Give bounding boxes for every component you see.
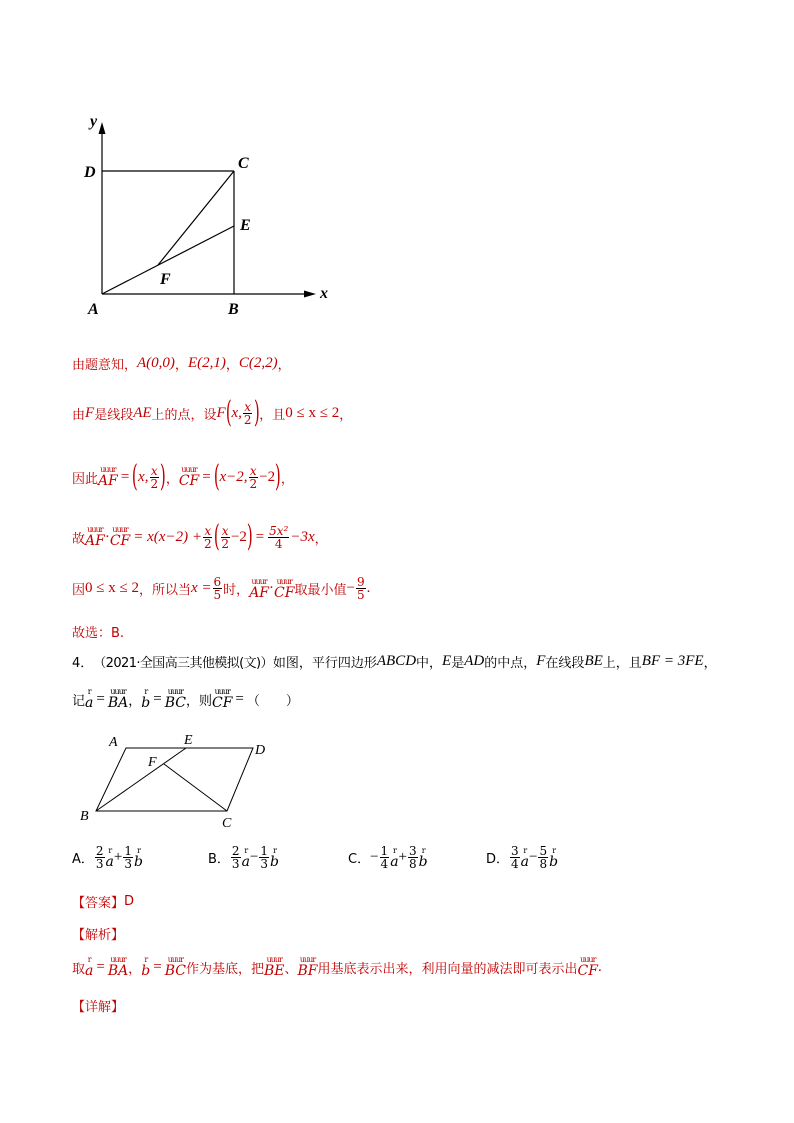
answer-label: 【答案】 [72,896,125,911]
fraction [248,465,258,490]
label-c: C [222,816,232,831]
answer-value: D [124,894,135,909]
solution-line-3 [72,459,294,494]
arrow-icon: uuur [181,465,197,474]
var-f: F [216,404,226,421]
vector-b [141,688,150,710]
label-b: B [228,301,239,318]
answer-line [72,892,134,911]
coord-x: x, [231,404,242,421]
text: 上的点，设 [151,407,217,423]
parallelogram-abcd [96,748,253,811]
text: ，则 [185,693,212,709]
vector-label: a [241,853,250,870]
arrow-icon: r [421,845,425,855]
var-abcd: ABCD [376,653,417,669]
vector-label: BE [263,963,285,979]
fraction [123,845,133,870]
label-c: C [238,155,249,172]
vector-label: CF [274,584,295,601]
vector-b [141,956,150,978]
arrow-icon: r [244,845,248,855]
point-e: E(2,1) [187,355,226,371]
arrow-icon: r [552,845,556,855]
arrow-icon: r [87,955,91,964]
denominator: 3 [124,857,133,871]
paren-close: ) [246,519,253,554]
fraction [510,845,520,870]
numerator: 6 [213,575,222,589]
text: 记 [72,693,86,709]
paren-open: ( [225,395,232,430]
y-axis-arrow [99,122,106,134]
arrow-icon: r [108,845,112,855]
vector-label: AF [249,584,270,601]
sep: ， [165,471,179,487]
vector-a [521,847,529,869]
fraction [356,576,366,601]
vector-label: b [141,963,151,979]
segment-fc [158,171,234,265]
text: 上，且 [602,656,642,671]
equals: = [120,468,130,485]
arrow-icon: uuur [110,687,126,696]
text: 故 [72,531,86,547]
minus: − [346,580,355,596]
option-a[interactable] [72,845,143,870]
equals: = [235,690,244,707]
period: . [366,580,371,596]
analysis-label-line [72,924,124,943]
minus-two: −2 [230,528,247,545]
sep: ， [128,693,142,709]
vector-cf [578,956,598,978]
equals: = [202,468,211,485]
arrow-icon: uuur [251,576,267,586]
solution-line-5 [72,576,370,601]
var-ad: AD [464,653,485,669]
arrow-icon: uuur [266,955,282,964]
point-c: C(2,2) [238,355,278,371]
label-f: F [160,271,171,288]
dot: · [269,580,275,596]
vector-bc [165,688,186,710]
denominator: 2 [150,476,159,491]
operator: − [249,849,259,865]
numerator: 5x² [269,523,289,538]
text: 是 [451,656,465,671]
text: ，所以当 [138,583,191,598]
arrow-icon: uuur [276,576,292,586]
fraction [408,845,418,870]
question-number: 4． [72,656,94,671]
numerator: 1 [260,844,269,858]
denominator: 3 [95,857,104,871]
vector-label: AF [85,533,105,549]
solution-line-2 [72,395,353,430]
figure-parallelogram [72,728,282,833]
sep: ， [339,407,353,423]
expression: x = [191,580,212,596]
paren-close: ) [275,459,281,494]
dot: · [104,528,110,545]
vector-label: b [270,853,279,870]
vector-label: BC [164,963,186,979]
label-b: B [80,809,89,824]
question-4-line-1 [72,652,717,671]
vector-b [419,847,428,869]
vector-af [249,578,269,600]
vector-label: a [390,853,399,870]
label-e: E [240,217,251,234]
expression: −3x [290,528,315,545]
analysis-label: 【解析】 [72,928,125,943]
label-d: D [84,164,96,181]
text: 因 [72,583,86,598]
label-x: x [320,285,328,302]
vector-af [98,466,118,488]
point-a: A(0,0) [137,355,175,371]
analysis-line [72,956,602,978]
vector-ba [108,956,128,978]
fraction [380,845,390,870]
vector-label: b [418,853,428,870]
numerator: x [244,399,252,414]
arrow-icon: uuur [167,955,183,964]
label-a: A [88,301,99,318]
denominator: 2 [221,536,229,551]
text: 、 [284,961,298,977]
label-a: A [109,735,118,750]
text: 取 [72,961,86,977]
vector-label: a [85,695,94,711]
numerator: 2 [95,844,104,858]
fraction [259,845,269,870]
vector-label: b [549,853,559,870]
segment-ae-label: AE [133,404,152,421]
segment-be [96,748,186,811]
fraction [149,465,159,490]
vector-label: a [520,853,530,870]
vector-a [242,847,250,869]
text: 在线段 [545,656,585,671]
label-e: E [184,733,193,748]
equals: = [96,690,105,707]
fraction [243,401,253,426]
vector-cf [274,578,294,600]
arrow-icon: uuur [100,465,116,474]
question-4-line-2 [72,688,299,710]
arrow-icon: uuur [580,955,596,964]
numerator: 1 [380,844,389,858]
operator: − [529,849,538,865]
arrow-icon: r [144,687,148,696]
vector-label: a [105,853,114,870]
arrow-icon: uuur [214,687,230,696]
arrow-icon: uuur [110,955,126,964]
equals: = [153,958,162,975]
vector-label: CF [211,695,233,711]
solution-line-4 [72,519,328,554]
expression: = x(x−2) + [133,528,202,545]
sep: ， [280,471,294,487]
sep: ， [703,656,717,671]
vector-label: a [85,963,94,979]
text: 取最小值 [294,583,347,598]
vector-b [134,847,143,869]
fraction [213,576,223,601]
operator: + [398,849,408,865]
vector-label: BF [297,963,318,979]
coord-x: x, [138,468,149,485]
fraction [203,525,213,550]
detail-label: 【详解】 [72,1000,125,1015]
paren-open: ( [213,519,220,554]
var-e: E [442,653,452,669]
vector-label: BA [107,963,129,979]
vector-cf [110,526,130,548]
paren-close: ) [160,459,166,494]
coord-x: x−2, [219,468,248,485]
option-letter: A． [72,852,94,867]
option-d[interactable] [486,845,558,870]
arrow-icon: r [144,955,148,964]
label-y: y [90,113,98,130]
minus-two: −2 [259,468,276,485]
denominator: 4 [380,857,389,871]
inequality: 0 ≤ x ≤ 2 [85,580,139,596]
paren-open: ( [213,459,220,494]
vector-label: CF [178,473,200,489]
text: 故选：B. [72,626,125,641]
arrow-icon: r [87,687,91,696]
option-letter: C． [348,852,371,867]
text: 因此 [72,471,99,487]
equals: = [96,958,105,975]
arrow-icon: r [392,845,396,855]
denominator: 5 [213,588,222,602]
text: 中， [416,656,443,671]
denominator: 2 [249,476,258,491]
fraction [538,845,548,870]
denominator: 8 [539,857,548,871]
vector-be [264,956,285,978]
arrow-icon: r [273,845,276,855]
vector-bc [165,956,186,978]
question-source: （2021·全国高三其他模拟(文)） [93,656,273,671]
vector-af [85,526,105,548]
arrow-icon: uuur [299,955,316,964]
numerator: 3 [511,844,519,858]
vector-a [85,956,93,978]
var-be: BE [584,653,603,669]
denominator: 4 [274,536,283,551]
vector-cf [212,688,232,710]
vector-label: CF [109,533,131,549]
sep: ， [174,358,188,373]
arrow-icon: r [137,845,140,855]
fraction [231,845,241,870]
vector-label: BC [164,695,186,711]
fraction [268,525,289,550]
denominator: 4 [511,857,519,871]
vector-label: b [134,853,143,870]
sep: ， [314,531,328,547]
vector-a [390,847,398,869]
numerator: 3 [409,844,417,858]
solution-line-1 [72,354,291,373]
label-f: F [148,755,157,770]
sep: ， [225,358,239,373]
solution-choice [72,622,124,641]
vector-label: AF [98,473,118,489]
text: ，且 [259,407,286,423]
paren-close: ) [253,395,260,430]
arrow-icon: r [523,845,527,855]
detail-label-line [72,996,124,1015]
vector-label: b [141,695,151,711]
sign: − [370,849,379,865]
denominator: 8 [409,857,417,871]
equals: = [255,528,265,545]
var-f: F [85,404,95,421]
denominator: 2 [243,412,252,427]
paren-open: ( [132,459,139,494]
numerator: 9 [356,575,365,589]
inequality: 0 ≤ x ≤ 2 [285,404,340,421]
answer-blank: （ ） [246,693,299,709]
denominator: 3 [231,857,240,871]
arrow-icon: uuur [167,687,183,696]
vector-a [106,847,114,869]
option-c[interactable] [348,845,428,870]
x-axis-arrow [304,291,316,298]
numerator: 2 [231,844,240,858]
numerator: x [204,523,212,538]
denominator: 3 [260,857,269,871]
denominator: 5 [356,588,365,602]
vector-a [85,688,93,710]
vector-b [549,847,558,869]
sep: ， [277,358,291,373]
vector-label: BA [107,695,129,711]
condition: BF = 3FE [641,653,704,669]
arrow-icon: uuur [112,525,128,534]
numerator: 5 [539,844,548,858]
option-letter: D． [486,852,510,867]
operator: + [113,849,123,865]
text: 由题意知， [72,358,138,373]
period: . [597,958,602,975]
equals: = [153,690,162,707]
text: 是线段 [94,407,134,423]
text: 时， [223,583,250,598]
text: 的中点， [484,656,537,671]
fraction [220,525,230,550]
label-d: D [255,743,266,758]
vector-ba [108,688,128,710]
text: 用基底表示出来，利用向量的减法即可表示出 [317,961,578,977]
option-letter: B． [208,852,230,867]
option-b[interactable] [208,845,279,870]
segment-fc [164,764,227,811]
denominator: 2 [203,536,212,551]
numerator: 1 [124,844,133,858]
text: 作为基底，把 [185,961,264,977]
vector-cf [179,466,199,488]
vector-b [270,847,279,869]
vector-label: CF [577,963,598,979]
text: 由 [72,407,86,423]
numerator: x [150,463,158,478]
figure-coordinate-square [80,108,340,323]
numerator: x [249,463,257,478]
text: 如图，平行四边形 [272,656,377,671]
sep: ， [128,961,142,977]
arrow-icon: uuur [87,525,103,534]
numerator: x [221,523,229,538]
var-f: F [536,653,546,669]
fraction [95,845,105,870]
vector-bf [298,956,318,978]
